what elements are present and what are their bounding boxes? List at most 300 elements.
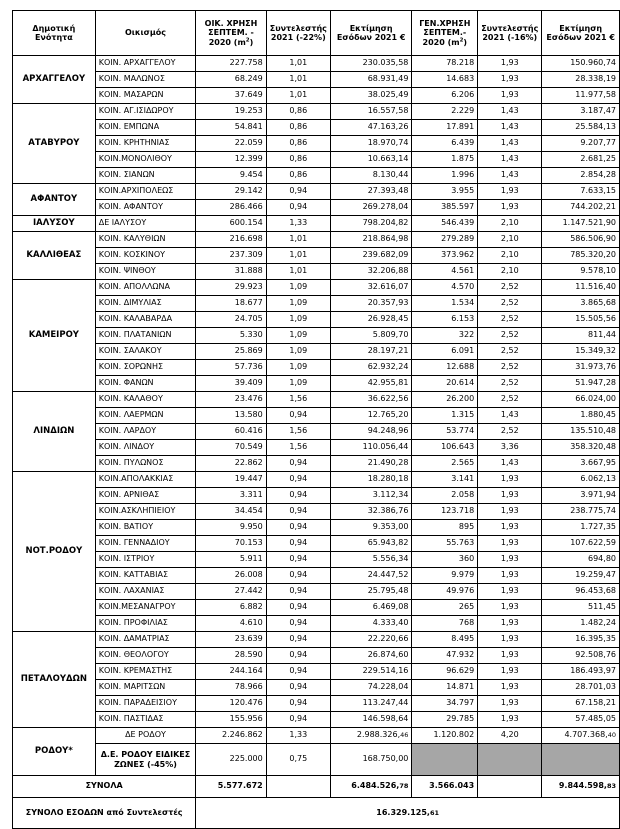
area-gen-cell: 3.955 xyxy=(412,184,478,200)
settlement-cell: ΚΟΙΝ. ΜΑΛΩΝΟΣ xyxy=(95,72,196,88)
area-gen-cell: 6.206 xyxy=(412,88,478,104)
area-gen-cell: 3.141 xyxy=(412,472,478,488)
unit-name: ΑΡΧΑΓΓΕΛΟΥ xyxy=(13,56,96,104)
est-res-cell: 229.514,16 xyxy=(330,664,412,680)
est-res-cell: 20.357,93 xyxy=(330,296,412,312)
est-res-cell: 22.220,66 xyxy=(330,632,412,648)
est-gen-cell: 2.681,25 xyxy=(542,152,620,168)
area-res-cell: 216.698 xyxy=(196,232,266,248)
area-gen-cell: 6.439 xyxy=(412,136,478,152)
coef-res-cell: 0,86 xyxy=(266,104,330,120)
coef-gen-cell: 1,93 xyxy=(478,664,542,680)
coef-res-cell: 1,09 xyxy=(266,280,330,296)
coef-gen-cell: 1,93 xyxy=(478,696,542,712)
table-row xyxy=(13,152,620,168)
coef-gen-cell: 1,93 xyxy=(478,536,542,552)
est-gen-cell: 51.947,28 xyxy=(542,376,620,392)
est-gen-cell: 107.622,59 xyxy=(542,536,620,552)
totals-label: ΣΥΝΟΛΑ xyxy=(13,776,196,798)
table-row xyxy=(13,104,620,120)
est-res-cell: 2.988.326,46 xyxy=(330,728,412,744)
area-gen-cell: 2.058 xyxy=(412,488,478,504)
area-gen-cell: 55.763 xyxy=(412,536,478,552)
settlement-cell: ΚΟΙΝ. ΜΑΣΑΡΩΝ xyxy=(95,88,196,104)
area-res-cell: 5.911 xyxy=(196,552,266,568)
est-res-cell: 9.353,00 xyxy=(330,520,412,536)
area-gen-cell: 34.797 xyxy=(412,696,478,712)
table-row xyxy=(13,232,620,248)
coef-gen-cell: 2,10 xyxy=(478,248,542,264)
settlement-cell: ΚΟΙΝ. ΨΙΝΘΟΥ xyxy=(95,264,196,280)
table-row xyxy=(13,504,620,520)
coef-res-cell: 0,94 xyxy=(266,696,330,712)
est-res-cell: 16.557,58 xyxy=(330,104,412,120)
est-res-cell: 6.469,08 xyxy=(330,600,412,616)
area-gen-cell: 385.597 xyxy=(412,200,478,216)
area-res-cell: 9.950 xyxy=(196,520,266,536)
est-gen-cell: 31.973,76 xyxy=(542,360,620,376)
coef-gen-cell: 1,93 xyxy=(478,680,542,696)
table-row xyxy=(13,632,620,648)
area-res-cell: 60.416 xyxy=(196,424,266,440)
coef-gen-cell: 1,93 xyxy=(478,520,542,536)
area-gen-cell: 29.785 xyxy=(412,712,478,728)
table-row xyxy=(13,200,620,216)
area-res-cell: 25.869 xyxy=(196,344,266,360)
header-unit: Δημοτική Ενότητα xyxy=(13,11,96,56)
est-gen-cell: 28.338,19 xyxy=(542,72,620,88)
table-row xyxy=(13,456,620,472)
coef-gen-cell: 1,93 xyxy=(478,632,542,648)
area-gen-cell: 279.289 xyxy=(412,232,478,248)
area-gen-cell: 17.891 xyxy=(412,120,478,136)
coef-res-cell: 1,09 xyxy=(266,328,330,344)
est-res-cell: 36.622,56 xyxy=(330,392,412,408)
area-gen-cell: 4.570 xyxy=(412,280,478,296)
table-row xyxy=(13,424,620,440)
table-row xyxy=(13,216,620,232)
area-res-cell: 24.705 xyxy=(196,312,266,328)
est-res-cell: 32.616,07 xyxy=(330,280,412,296)
est-res-cell: 65.943,82 xyxy=(330,536,412,552)
unit-name: ΑΦΑΝΤΟΥ xyxy=(13,184,96,216)
area-gen-cell: 768 xyxy=(412,616,478,632)
settlement-cell: ΔΕ ΙΑΛΥΣΟΥ xyxy=(95,216,196,232)
est-res-cell: 27.393,48 xyxy=(330,184,412,200)
settlement-cell: ΚΟΙΝ.ΑΡΧΙΠΟΛΕΩΣ xyxy=(95,184,196,200)
table-row xyxy=(13,376,620,392)
area-res-cell: 68.249 xyxy=(196,72,266,88)
coef-res-cell: 0,94 xyxy=(266,200,330,216)
area-res-cell: 286.466 xyxy=(196,200,266,216)
area-gen-cell: 53.774 xyxy=(412,424,478,440)
est-gen-cell: 11.516,40 xyxy=(542,280,620,296)
table-row xyxy=(13,616,620,632)
est-gen-cell: 744.202,21 xyxy=(542,200,620,216)
est-res-cell: 3.112,34 xyxy=(330,488,412,504)
est-res-cell: 269.278,04 xyxy=(330,200,412,216)
area-gen-cell: 6.153 xyxy=(412,312,478,328)
est-gen-cell: 1.482,24 xyxy=(542,616,620,632)
area-res-cell: 120.476 xyxy=(196,696,266,712)
est-gen-cell: 4.707.368,40 xyxy=(542,728,620,744)
settlement-cell: ΚΟΙΝ.ΑΣΚΛΗΠΙΕΙΟΥ xyxy=(95,504,196,520)
area-gen-cell: 1.534 xyxy=(412,296,478,312)
table-row xyxy=(13,472,620,488)
coef-res-cell: 1,09 xyxy=(266,296,330,312)
est-gen-cell: 7.633,15 xyxy=(542,184,620,200)
table-row xyxy=(13,72,620,88)
table-row xyxy=(13,408,620,424)
settlement-cell: ΚΟΙΝ. ΠΛΑΤΑΝΙΩΝ xyxy=(95,328,196,344)
coef-gen-cell: 1,93 xyxy=(478,504,542,520)
settlement-cell: ΚΟΙΝ. ΚΟΣΚΙΝΟΥ xyxy=(95,248,196,264)
area-gen-cell: 8.495 xyxy=(412,632,478,648)
settlement-cell: ΚΟΙΝ. ΚΡΕΜΑΣΤΗΣ xyxy=(95,664,196,680)
area-gen-cell: 6.091 xyxy=(412,344,478,360)
coef-gen-cell: 1,93 xyxy=(478,712,542,728)
est-gen-cell: 238.775,74 xyxy=(542,504,620,520)
table-row xyxy=(13,488,620,504)
settlement-cell: ΚΟΙΝ. ΚΑΛΥΘΙΩΝ xyxy=(95,232,196,248)
coef-gen-cell: 2,52 xyxy=(478,360,542,376)
area-res-cell: 237.309 xyxy=(196,248,266,264)
area-res-cell: 27.442 xyxy=(196,584,266,600)
area-res-cell: 12.399 xyxy=(196,152,266,168)
est-gen-cell: 1.880,45 xyxy=(542,408,620,424)
area-res-cell: 155.956 xyxy=(196,712,266,728)
area-res-cell: 70.153 xyxy=(196,536,266,552)
table-row xyxy=(13,600,620,616)
settlement-cell: ΔΕ ΡΟΔΟΥ xyxy=(95,728,196,744)
coef-gen-cell: 1,93 xyxy=(478,648,542,664)
coef-res-cell: 0,94 xyxy=(266,488,330,504)
table-body xyxy=(13,56,620,829)
coef-gen-cell: 3,36 xyxy=(478,440,542,456)
table-row xyxy=(13,648,620,664)
area-gen-cell: 4.561 xyxy=(412,264,478,280)
est-res-cell: 26.928,45 xyxy=(330,312,412,328)
coef-gen-cell: 1,43 xyxy=(478,120,542,136)
settlement-cell: ΚΟΙΝ. ΙΣΤΡΙΟΥ xyxy=(95,552,196,568)
table-row xyxy=(13,440,620,456)
est-res-cell: 47.163,26 xyxy=(330,120,412,136)
settlement-cell: ΚΟΙΝ. ΚΑΛΑΒΑΡΔΑ xyxy=(95,312,196,328)
est-res-cell: 113.247,44 xyxy=(330,696,412,712)
area-res-cell: 23.639 xyxy=(196,632,266,648)
est-gen-cell: 3.971,94 xyxy=(542,488,620,504)
est-gen-cell: 9.578,10 xyxy=(542,264,620,280)
settlement-cell: ΚΟΙΝ. ΠΥΛΩΝΟΣ xyxy=(95,456,196,472)
settlement-cell: ΚΟΙΝ. ΛΑΧΑΝΙΑΣ xyxy=(95,584,196,600)
coef-res-cell: 1,01 xyxy=(266,248,330,264)
unit-name: ΠΕΤΑΛΟΥΔΩΝ xyxy=(13,632,96,728)
header-row xyxy=(13,11,620,56)
header-settlement: Οικισμός xyxy=(95,11,196,56)
est-gen-cell: 11.977,58 xyxy=(542,88,620,104)
settlement-cell: ΚΟΙΝ. ΚΑΤΤΑΒΙΑΣ xyxy=(95,568,196,584)
coef-res-cell: 1,01 xyxy=(266,72,330,88)
area-res-cell: 23.476 xyxy=(196,392,266,408)
coef-res-cell: 0,86 xyxy=(266,120,330,136)
coef-gen-cell: 1,93 xyxy=(478,56,542,72)
area-res-cell: 26.008 xyxy=(196,568,266,584)
settlement-cell: ΚΟΙΝ. ΜΑΡΙΤΣΩΝ xyxy=(95,680,196,696)
est-res-cell: 230.035,58 xyxy=(330,56,412,72)
grand-total-label: ΣΥΝΟΛΟ ΕΣΟΔΩΝ από Συντελεστές xyxy=(13,798,196,829)
settlement-cell: ΚΟΙΝ. ΔΙΜΥΛΙΑΣ xyxy=(95,296,196,312)
est-res-cell: 38.025,49 xyxy=(330,88,412,104)
est-gen-cell: 28.701,03 xyxy=(542,680,620,696)
est-res-cell: 8.130,44 xyxy=(330,168,412,184)
coef-gen-cell: 2,52 xyxy=(478,392,542,408)
area-res-cell: 34.454 xyxy=(196,504,266,520)
area-res-cell: 31.888 xyxy=(196,264,266,280)
est-res-cell: 168.750,00 xyxy=(330,744,412,776)
est-gen-cell: 6.062,13 xyxy=(542,472,620,488)
coef-res-cell: 1,09 xyxy=(266,376,330,392)
est-gen-cell: 785.320,20 xyxy=(542,248,620,264)
table-row xyxy=(13,248,620,264)
coef-gen-cell: 2,52 xyxy=(478,280,542,296)
est-res-cell: 4.333,40 xyxy=(330,616,412,632)
area-gen-cell: 895 xyxy=(412,520,478,536)
area-res-cell: 19.447 xyxy=(196,472,266,488)
coef-gen-cell: 1,93 xyxy=(478,88,542,104)
area-res-cell: 9.454 xyxy=(196,168,266,184)
revenue-table xyxy=(12,10,620,829)
est-gen-cell: 186.493,97 xyxy=(542,664,620,680)
coef-res-cell: 1,01 xyxy=(266,232,330,248)
est-res-cell: 28.197,21 xyxy=(330,344,412,360)
area-gen-cell: 1.120.802 xyxy=(412,728,478,744)
coef-gen-cell: 2,52 xyxy=(478,328,542,344)
est-res-cell: 18.970,74 xyxy=(330,136,412,152)
area-gen-cell: 1.315 xyxy=(412,408,478,424)
area-gen-cell: 96.629 xyxy=(412,664,478,680)
est-res-cell: 18.280,18 xyxy=(330,472,412,488)
table-row xyxy=(13,584,620,600)
settlement-cell: ΚΟΙΝ. ΔΑΜΑΤΡΙΑΣ xyxy=(95,632,196,648)
coef-res-cell: 1,09 xyxy=(266,360,330,376)
table-row xyxy=(13,360,620,376)
table-row xyxy=(13,120,620,136)
table-row xyxy=(13,328,620,344)
table-row xyxy=(13,168,620,184)
empty-cell xyxy=(266,776,330,798)
settlement-cell: ΚΟΙΝ.ΑΠΟΛΑΚΚΙΑΣ xyxy=(95,472,196,488)
area-gen-cell: 14.683 xyxy=(412,72,478,88)
area-res-cell: 2.246.862 xyxy=(196,728,266,744)
coef-res-cell: 0,94 xyxy=(266,504,330,520)
coef-res-cell: 0,86 xyxy=(266,136,330,152)
coef-res-cell: 0,94 xyxy=(266,680,330,696)
totals-row xyxy=(13,776,620,798)
est-gen-cell: 358.320,48 xyxy=(542,440,620,456)
revenue-estimate-document xyxy=(12,10,620,829)
area-res-cell: 70.549 xyxy=(196,440,266,456)
area-gen-cell: 322 xyxy=(412,328,478,344)
coef-res-cell: 0,86 xyxy=(266,168,330,184)
est-res-cell: 62.932,24 xyxy=(330,360,412,376)
coef-gen-cell: 4,20 xyxy=(478,728,542,744)
settlement-cell: Δ.Ε. ΡΟΔΟΥ ΕΙΔΙΚΕΣ ΖΩΝΕΣ (-45%) xyxy=(95,744,196,776)
table-row xyxy=(13,392,620,408)
coef-gen-cell: 1,43 xyxy=(478,152,542,168)
coef-res-cell: 1,01 xyxy=(266,264,330,280)
est-res-cell: 798.204,82 xyxy=(330,216,412,232)
area-gen-cell: 373.962 xyxy=(412,248,478,264)
table-row xyxy=(13,312,620,328)
settlement-cell: ΚΟΙΝ. ΚΑΛΑΘΟΥ xyxy=(95,392,196,408)
area-res-cell: 13.580 xyxy=(196,408,266,424)
coef-gen-cell: 2,52 xyxy=(478,376,542,392)
coef-gen-cell: 1,43 xyxy=(478,168,542,184)
header-area-residential: ΟΙΚ. ΧΡΗΣΗ ΣΕΠΤΕΜ. - 2020 $(m^2)$ xyxy=(196,11,266,56)
coef-gen-cell: 2,52 xyxy=(478,344,542,360)
settlement-cell: ΚΟΙΝ. ΒΑΤΙΟΥ xyxy=(95,520,196,536)
area-gen-cell: 123.718 xyxy=(412,504,478,520)
settlement-cell: ΚΟΙΝ. ΕΜΠΩΝΑ xyxy=(95,120,196,136)
header-area-general: ΓΕΝ.ΧΡΗΣΗ ΣΕΠΤΕΜ.- 2020 $(m^2)$ xyxy=(412,11,478,56)
coef-gen-cell: 1,93 xyxy=(478,184,542,200)
est-res-cell: 26.874,60 xyxy=(330,648,412,664)
coef-res-cell: 0,94 xyxy=(266,536,330,552)
total-est-res: 6.484.526,78 xyxy=(330,776,412,798)
est-gen-cell: 150.960,74 xyxy=(542,56,620,72)
est-gen-cell: 25.584,13 xyxy=(542,120,620,136)
coef-gen-cell: 1,93 xyxy=(478,72,542,88)
header-coef-residential: Συντελεστής 2021 (-22%) xyxy=(266,11,330,56)
table-row xyxy=(13,536,620,552)
coef-gen-cell: 1,93 xyxy=(478,568,542,584)
header-estimate-general: Εκτίμηση Εσόδων 2021 € xyxy=(542,11,620,56)
est-res-cell: 68.931,49 xyxy=(330,72,412,88)
area-gen-cell: 265 xyxy=(412,600,478,616)
area-gen-cell: 546.439 xyxy=(412,216,478,232)
est-gen-cell: 811,44 xyxy=(542,328,620,344)
coef-gen-cell: 2,52 xyxy=(478,312,542,328)
area-gen-cell: 2.565 xyxy=(412,456,478,472)
area-gen-cell: 360 xyxy=(412,552,478,568)
area-res-cell: 225.000 xyxy=(196,744,266,776)
coef-res-cell: 1,33 xyxy=(266,728,330,744)
area-res-cell: 54.841 xyxy=(196,120,266,136)
coef-res-cell: 1,01 xyxy=(266,56,330,72)
coef-res-cell: 0,94 xyxy=(266,184,330,200)
area-gen-cell: 20.614 xyxy=(412,376,478,392)
est-gen-cell: 66.024,00 xyxy=(542,392,620,408)
settlement-cell: ΚΟΙΝ. ΛΙΝΔΟΥ xyxy=(95,440,196,456)
est-res-cell: 32.206,88 xyxy=(330,264,412,280)
area-res-cell: 18.677 xyxy=(196,296,266,312)
header-coef-general: Συντελεστής 2021 (-16%) xyxy=(478,11,542,56)
settlement-cell: ΚΟΙΝ. ΑΠΟΛΛΩΝΑ xyxy=(95,280,196,296)
coef-res-cell: 0,86 xyxy=(266,152,330,168)
table-row xyxy=(13,56,620,72)
settlement-cell: ΚΟΙΝ. ΑΡΝΙΘΑΣ xyxy=(95,488,196,504)
table-row xyxy=(13,136,620,152)
coef-gen-cell: 1,93 xyxy=(478,616,542,632)
coef-res-cell: 0,94 xyxy=(266,648,330,664)
coef-res-cell: 0,94 xyxy=(266,616,330,632)
table-row xyxy=(13,728,620,744)
area-res-cell: 600.154 xyxy=(196,216,266,232)
coef-res-cell: 0,94 xyxy=(266,712,330,728)
coef-res-cell: 0,94 xyxy=(266,408,330,424)
coef-gen-cell: 1,93 xyxy=(478,488,542,504)
total-area-res: 5.577.672 xyxy=(196,776,266,798)
coef-gen-cell: 1,43 xyxy=(478,456,542,472)
settlement-cell: ΚΟΙΝ. ΓΕΝΝΑΔΙΟΥ xyxy=(95,536,196,552)
empty-shaded-cell xyxy=(478,744,542,776)
coef-gen-cell: 2,10 xyxy=(478,216,542,232)
est-res-cell: 21.490,28 xyxy=(330,456,412,472)
est-res-cell: 42.955,81 xyxy=(330,376,412,392)
coef-gen-cell: 1,93 xyxy=(478,584,542,600)
settlement-cell: ΚΟΙΝ. ΑΡΧΑΓΓΕΛΟΥ xyxy=(95,56,196,72)
coef-res-cell: 0,94 xyxy=(266,568,330,584)
area-gen-cell: 2.229 xyxy=(412,104,478,120)
settlement-cell: ΚΟΙΝ. ΣΟΡΩΝΗΣ xyxy=(95,360,196,376)
coef-gen-cell: 2,10 xyxy=(478,264,542,280)
table-row-special-zones xyxy=(13,744,620,776)
coef-gen-cell: 1,43 xyxy=(478,104,542,120)
est-gen-cell: 16.395,35 xyxy=(542,632,620,648)
coef-res-cell: 0,94 xyxy=(266,552,330,568)
table-row xyxy=(13,344,620,360)
area-gen-cell: 47.932 xyxy=(412,648,478,664)
coef-gen-cell: 1,93 xyxy=(478,600,542,616)
table-row xyxy=(13,264,620,280)
est-res-cell: 10.663,14 xyxy=(330,152,412,168)
est-res-cell: 12.765,20 xyxy=(330,408,412,424)
area-gen-cell: 78.218 xyxy=(412,56,478,72)
coef-res-cell: 0,94 xyxy=(266,456,330,472)
area-res-cell: 39.409 xyxy=(196,376,266,392)
unit-name: ΚΑΛΛΙΘΕΑΣ xyxy=(13,232,96,280)
settlement-cell: ΚΟΙΝ. ΛΑΕΡΜΩΝ xyxy=(95,408,196,424)
area-res-cell: 244.164 xyxy=(196,664,266,680)
coef-res-cell: 1,01 xyxy=(266,88,330,104)
empty-cell xyxy=(478,776,542,798)
est-res-cell: 239.682,09 xyxy=(330,248,412,264)
table-row xyxy=(13,280,620,296)
est-gen-cell: 92.508,76 xyxy=(542,648,620,664)
table-row xyxy=(13,520,620,536)
coef-res-cell: 1,09 xyxy=(266,344,330,360)
coef-gen-cell: 1,93 xyxy=(478,472,542,488)
area-gen-cell: 49.976 xyxy=(412,584,478,600)
settlement-cell: ΚΟΙΝ. ΦΑΝΩΝ xyxy=(95,376,196,392)
empty-shaded-cell xyxy=(412,744,478,776)
coef-res-cell: 0,94 xyxy=(266,520,330,536)
total-est-gen: 9.844.598,83 xyxy=(542,776,620,798)
area-gen-cell: 26.200 xyxy=(412,392,478,408)
est-gen-cell: 57.485,05 xyxy=(542,712,620,728)
area-gen-cell: 1.996 xyxy=(412,168,478,184)
area-res-cell: 22.862 xyxy=(196,456,266,472)
est-res-cell: 5.556,34 xyxy=(330,552,412,568)
area-res-cell: 227.758 xyxy=(196,56,266,72)
grand-total-value: 16.329.125,61 xyxy=(196,798,620,829)
empty-shaded-cell xyxy=(542,744,620,776)
est-res-cell: 5.809,70 xyxy=(330,328,412,344)
est-gen-cell: 3.187,47 xyxy=(542,104,620,120)
unit-name: ΡΟΔΟΥ* xyxy=(13,728,96,776)
settlement-cell: ΚΟΙΝ. ΘΕΟΛΟΓΟΥ xyxy=(95,648,196,664)
est-gen-cell: 67.158,21 xyxy=(542,696,620,712)
